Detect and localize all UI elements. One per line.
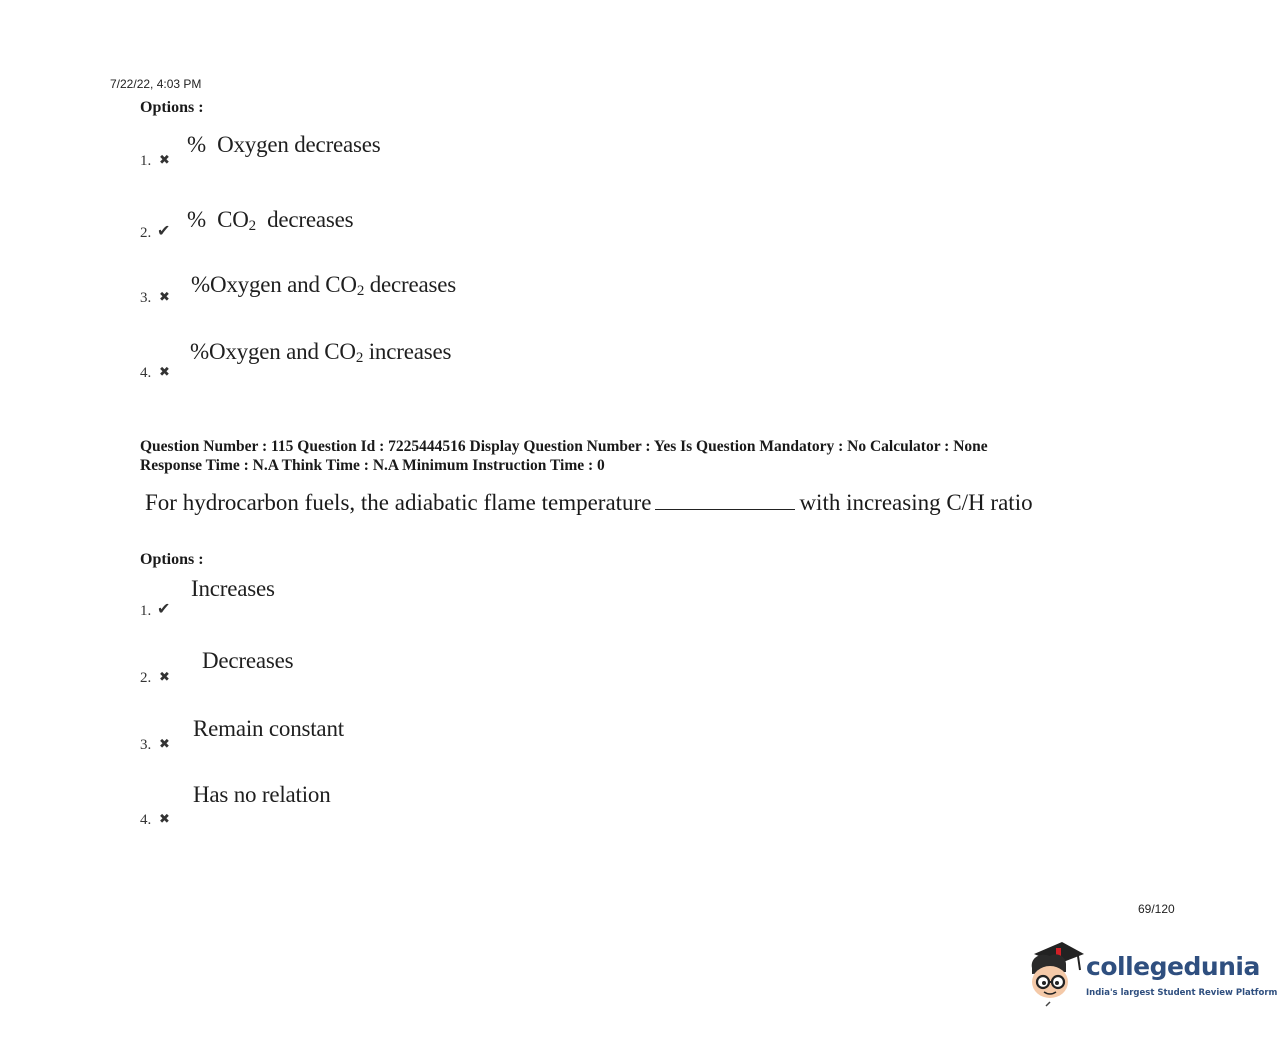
option-number: 1. [140, 153, 152, 169]
option-text: %Oxygen and $CO_2$ decreases [191, 272, 457, 299]
option-text: % $CO_2$ decreases [187, 207, 354, 234]
option-text: %Oxygen and $CO_2$ increases [190, 339, 452, 366]
option-number: 3. [140, 290, 152, 306]
logo-tagline: India's largest Student Review Platform [1086, 988, 1278, 998]
option-text: Decreases [202, 648, 294, 673]
wrong-mark-icon: ✖ [159, 364, 170, 379]
wrong-mark-icon: ✖ [159, 811, 170, 826]
print-timestamp: 7/22/22, 4:03 PM [110, 77, 202, 91]
fill-in-blank [655, 495, 795, 510]
option-text: Remain constant [193, 716, 344, 741]
wrong-mark-icon: ✖ [159, 152, 170, 167]
wrong-mark-icon: ✖ [159, 289, 170, 304]
question-meta-line-2: Response Time : N.A Think Time : N.A Minimum Instruction Time : 0 [140, 457, 605, 474]
wrong-mark-icon: ✖ [159, 736, 170, 751]
wrong-mark-icon: ✖ [159, 669, 170, 684]
correct-check-icon: ✔ [157, 223, 171, 240]
option-text: % Oxygen decreases [187, 132, 381, 157]
option-number: 4. [140, 365, 152, 381]
option-number: 2. [140, 225, 152, 241]
question-text: For hydrocarbon fuels, the adiabatic flame temperature with increasing C/H ratio [145, 490, 1033, 515]
options-label: Options : [140, 99, 204, 116]
option-number: 2. [140, 670, 152, 686]
collegedunia-logo [1026, 938, 1278, 1008]
question-meta-line-1: Question Number : 115 Question Id : 7225444516 Display Question Number : Yes Is Question Mandatory : No Calculator : None [140, 438, 988, 455]
option-number: 3. [140, 737, 152, 753]
option-text: Has no relation [193, 782, 331, 807]
options-label: Options : [140, 551, 204, 568]
option-number: 4. [140, 812, 152, 828]
page-number: 69/120 [1138, 902, 1175, 916]
graduate-mascot-icon [1026, 938, 1088, 1010]
logo-wordmark: collegedunia [1086, 952, 1260, 981]
option-text: Increases [191, 576, 275, 601]
correct-check-icon: ✔ [157, 601, 171, 618]
option-number: 1. [140, 603, 152, 619]
